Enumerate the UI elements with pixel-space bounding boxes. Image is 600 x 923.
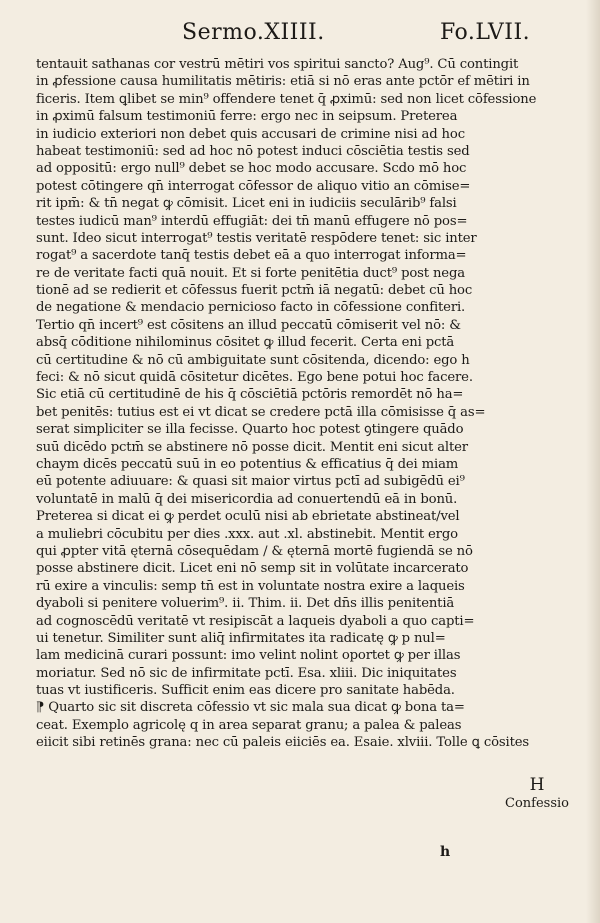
text-line: habeat̄ testimoniū: sed ad hoc nō potest induci cōsciētia testis sed <box>36 143 470 159</box>
marginal-word: Confessio <box>505 796 569 811</box>
text-line: Preterea si dicat̄ ei ꝙ perdet oculū nisi ab ebrietate abstineat/vel <box>36 509 460 525</box>
text-line: ficeris. Item ꝗlibet se min⁹ offendere tenet̄ q̄ ꝓximū: sed non licet cōfessione <box>36 91 537 107</box>
text-line: lam medicinā curari possunt: imo velint nolint oportet ꝙ per illas <box>36 648 461 664</box>
text-line: Tertio qn̄ incert⁹ est cōsitens an illud peccatū cōmiserit vel nō: & <box>36 317 461 333</box>
text-line: suū dicēdo pctm̄ se abstinere nō posse dicit. Mentit̄ eni sicut alter <box>36 439 468 455</box>
text-line: qui ꝓpter vitā ęternā cōsequēdam / & ęternā mortē fugiendā se nō <box>36 543 473 559</box>
text-line: potest cōtingere qn̄ interrogat cōfessor de aliquo vitio an cōmise= <box>36 178 471 194</box>
text-line: re de veritate facti quā nouit. Et si forte penitētia duct⁹ post nega <box>36 265 465 281</box>
text-line: in iudicio exteriori non debet quis accusari de crimine nisi ad hoc <box>36 126 465 142</box>
text-line: eū potente adiuuare: & quasi sit maior virtus pctī ad subigēdū ei⁹ <box>36 474 465 490</box>
text-line: bet penitēs: tutius est ei vt dicat se credere pctā illa cōmisisse q̄ as= <box>36 404 486 420</box>
text-line: a muliebri cōcubitu per dies .xxx. aut .xl. abstinebit. Mentit̄ ergo <box>36 526 458 542</box>
text-line: testes iudicū man⁹ interdū effugiāt: dei tn̄ manū effugere nō pos= <box>36 213 468 229</box>
main-text-block <box>36 56 564 752</box>
running-head-title: Sermo.XIIII. <box>182 20 325 45</box>
page-edge-shadow <box>586 0 600 923</box>
text-line: moriatur. Sed nō sic de infirmitate pctī. Esa. xliii. Dic iniquitates <box>36 665 457 681</box>
text-line: ceat. Exemplo agricolę q in area separat granu; a palea & paleas <box>36 717 462 733</box>
text-line: de negatione & mendacio pernicioso facto in cōfessione confiteri. <box>36 300 466 316</box>
text-line: rū exire a vinculis: semp tn̄ est in voluntate nostra exire a laqueis <box>36 578 465 594</box>
text-line: sunt. Ideo sicut interrogat⁹ testis veritatē respōdere tenet̄: sic inter <box>36 230 477 246</box>
text-line: tuas vt iustificeris. Sufficit enim eas dicere pro sanitate habēda. <box>36 683 455 699</box>
text-line: Sic etiā cū certitudinē de his q̄ cōsciētiā pctōris remordēt nō ha= <box>36 387 464 403</box>
text-line: in ꝓximū falsum testimoniū ferre: ergo nec in seipsum. Preterea <box>36 109 458 125</box>
text-line: voluntatē in malū q̄ dei misericordia ad conuertendū eā in bonū. <box>36 491 458 507</box>
text-line: ⁋ Quarto sic sit discreta cōfessio vt sic mala sua dicat ꝙ bona ta= <box>36 700 465 716</box>
text-line: ui tenetur. Similiter sunt aliq̄ infirmitates ita radicatę ꝙ p nul= <box>36 630 446 646</box>
marginal-note <box>497 776 577 813</box>
signature-mark: h <box>440 844 451 860</box>
text-line: eiicit sibi retinēs grana: nec cū paleis eiiciēs ea. Esaie. xlviii. Tolle ꝗ cōsites <box>36 735 530 751</box>
text-line: rogat⁹ a sacerdote tanq̄ testis debet eā a quo interrogat̄ informa= <box>36 248 467 264</box>
text-line: cū certitudine & nō cū ambiguitate sunt cōsitenda, dicendo: ego h <box>36 352 470 368</box>
folio-number: Fo.LVII. <box>440 20 531 45</box>
text-line: tentauit sathanas cor vestrū mētiri vos spiritui sancto? Aug⁹. Cū contingit <box>36 57 519 72</box>
text-line: tionē ad se redierit et cōfessus fuerit pctm̄ iā negatū: debet cū hoc <box>36 283 473 299</box>
marginal-letter: H <box>529 775 545 795</box>
text-line: ad oppositū: ergo null⁹ debet se hoc modo accusare. Scd̄o mō hoc <box>36 161 467 177</box>
text-line: in ꝓfessione causa humilitatis mētiris: etiā si nō eras ante pctōr ef mētiri in <box>36 74 530 90</box>
text-line: posse abstinere dicit. Licet eni nō semp sit in volūtate incarcerato <box>36 561 469 577</box>
text-line: ad cognoscēdū veritatē vt resipiscāt a laqueis dyaboli a quo capti= <box>36 613 475 629</box>
text-line: serat simpliciter se illa fecisse. Quarto hoc potest ꝯtingere quādo <box>36 422 464 438</box>
text-line: absq̄ cōditione nihilominus cōsitet̄ ꝙ illud fecerit. Certa eni pctā <box>36 335 455 351</box>
text-line: feci: & nō sicut quidā cōsitetur dicētes. Ego bene potui hoc facere. <box>36 370 473 386</box>
text-line: rit ipm̄: & tn̄ negat ꝙ cōmisit. Licet eni in iudiciis seculārib⁹ falsi <box>36 196 457 212</box>
text-line: chaym dicēs peccatū suū in eo potentius & efficatius q̄ dei miam <box>36 456 459 472</box>
text-line: dyaboli si penitere voluerim⁹. ii. Thim. ii. Det dn̄s illis penitentiā <box>36 596 455 612</box>
